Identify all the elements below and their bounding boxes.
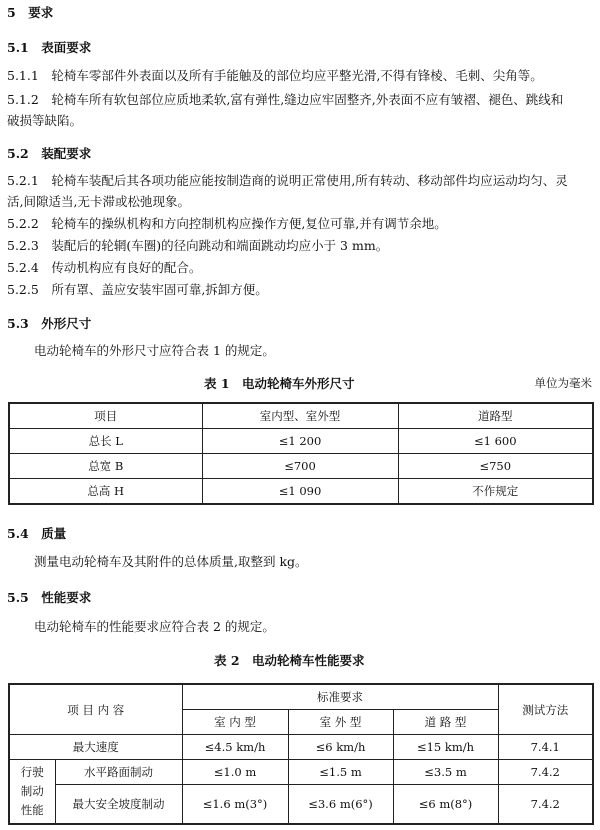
row-group-label-line: 性能	[20, 803, 44, 817]
table-row	[9, 454, 593, 479]
table-header-cell: 项 目 内 容	[9, 684, 182, 735]
table-header-cell: 道路型	[398, 403, 593, 429]
table-cell: 总高 H	[9, 479, 202, 505]
section-5-1-heading: 5.1 表面要求	[7, 40, 92, 55]
table-header-cell: 测试方法	[498, 684, 593, 735]
para-5-2-5: 5.2.5 所有罩、盖应安装牢固可靠,拆卸方便。	[7, 282, 268, 297]
table-cell: ≤4.5 km/h	[182, 735, 288, 760]
table-row	[9, 684, 593, 710]
table-cell: ≤1 090	[202, 479, 398, 505]
table-header-cell: 项目	[9, 403, 202, 429]
table-cell: 水平路面制动	[55, 760, 182, 785]
para-5-1-1: 5.1.1 轮椅车零部件外表面以及所有手能触及的部位均应平整光滑,不得有锋棱、毛刺、尖角等。	[7, 68, 543, 83]
section-5-heading: 5 要求	[7, 5, 54, 20]
table-2	[8, 683, 594, 825]
table-header-cell: 标准要求	[182, 684, 498, 710]
table-2-caption: 表 2 电动轮椅车性能要求	[214, 653, 365, 668]
para-5-1-2-line2: 破损等缺陷。	[7, 113, 83, 128]
table-cell: ≤3.5 m	[393, 760, 498, 785]
row-group-label-line: 制动	[20, 784, 44, 798]
table-cell: 不作规定	[398, 479, 593, 505]
table-cell: ≤1.6 m(3°)	[182, 785, 288, 825]
para-5-2-2: 5.2.2 轮椅车的操纵机构和方向控制机构应操作方便,复位可靠,并有调节余地。	[7, 216, 447, 231]
para-5-2-4: 5.2.4 传动机构应有良好的配合。	[7, 260, 202, 275]
para-5-3: 电动轮椅车的外形尺寸应符合表 1 的规定。	[34, 343, 275, 358]
table-cell: 7.4.1	[498, 735, 593, 760]
table-header-cell: 室内型、室外型	[202, 403, 398, 429]
table-1-unit: 单位为毫米	[534, 376, 592, 390]
table-row	[9, 429, 593, 454]
section-5-2-heading: 5.2 装配要求	[7, 146, 92, 161]
table-header-cell: 室 内 型	[182, 710, 288, 735]
table-cell: 7.4.2	[498, 760, 593, 785]
table-cell: ≤1 600	[398, 429, 593, 454]
table-1	[8, 402, 594, 505]
table-cell: ≤6 km/h	[288, 735, 393, 760]
table-header-cell: 室 外 型	[288, 710, 393, 735]
section-5-3-heading: 5.3 外形尺寸	[7, 316, 92, 331]
table-row	[9, 479, 593, 505]
table-row	[9, 760, 593, 785]
para-5-1-2-line1: 5.1.2 轮椅车所有软包部位应质地柔软,富有弹性,缝边应牢固整齐,外表面不应有皱褶、褪色、跳线和	[7, 92, 564, 107]
table-cell: ≤1.5 m	[288, 760, 393, 785]
table-cell: ≤15 km/h	[393, 735, 498, 760]
table-row	[9, 735, 593, 760]
para-5-5: 电动轮椅车的性能要求应符合表 2 的规定。	[34, 619, 275, 634]
table-cell: ≤6 m(8°)	[393, 785, 498, 825]
table-row	[9, 785, 593, 825]
table-cell: ≤700	[202, 454, 398, 479]
table-row-group-cell	[9, 760, 55, 825]
table-row	[9, 403, 593, 429]
table-1-caption: 表 1 电动轮椅车外形尺寸	[204, 376, 355, 391]
section-5-5-heading: 5.5 性能要求	[7, 590, 92, 605]
table-cell: 最大安全坡度制动	[55, 785, 182, 825]
para-5-2-1-line1: 5.2.1 轮椅车装配后其各项功能应能按制造商的说明正常使用,所有转动、移动部件均应运动均匀、灵	[7, 173, 568, 188]
table-cell: 总宽 B	[9, 454, 202, 479]
row-group-label-line: 行驶	[20, 765, 44, 779]
table-cell: ≤750	[398, 454, 593, 479]
table-header-cell: 道 路 型	[393, 710, 498, 735]
table-cell: 总长 L	[9, 429, 202, 454]
para-5-2-1-line2: 活,间隙适当,无卡滞或松弛现象。	[7, 194, 190, 209]
para-5-4: 测量电动轮椅车及其附件的总体质量,取整到 kg。	[34, 554, 308, 569]
para-5-2-3: 5.2.3 装配后的轮辋(车圈)的径向跳动和端面跳动均应小于 3 mm。	[7, 238, 389, 253]
table-cell: 7.4.2	[498, 785, 593, 825]
section-5-4-heading: 5.4 质量	[7, 526, 67, 541]
table-cell: ≤1 200	[202, 429, 398, 454]
table-cell: ≤1.0 m	[182, 760, 288, 785]
table-cell: 最大速度	[9, 735, 182, 760]
table-cell: ≤3.6 m(6°)	[288, 785, 393, 825]
